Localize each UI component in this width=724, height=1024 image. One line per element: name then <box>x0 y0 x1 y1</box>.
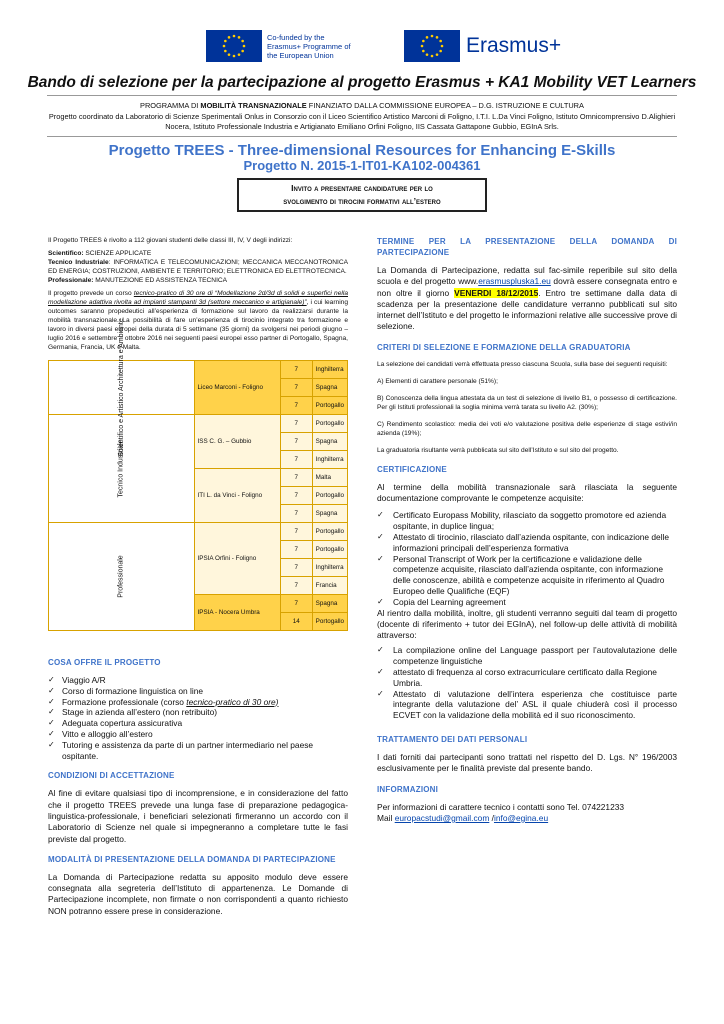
area-label: Tecnico Industriale <box>117 439 125 498</box>
star-mark <box>439 50 442 53</box>
privacy-text: I dati forniti dai partecipanti sono trattati nel rispetto del D. Lgs. N° 196/2003 esclusivamente per le finalità previste dal presente bando. <box>377 752 677 774</box>
country-cell: Portogallo <box>312 523 347 541</box>
certification-heading: CERTIFICAZIONE <box>377 464 447 474</box>
count-cell: 7 <box>280 397 312 415</box>
criteria-intro: La selezione dei candidati verrà effettuata presso ciascuna Scuola, sulla base dei seguenti requisiti: <box>377 360 668 368</box>
criteria-ranking: La graduatoria risultante verrà pubblicata sul sito dell’Istituto e sul sito del progetto. <box>377 446 619 454</box>
star-mark <box>223 45 226 48</box>
list-item: ✓ Corso di formazione linguistica on line <box>48 686 348 697</box>
submission-text: La Domanda di Partecipazione redatta su apposito modulo deve essere consegnata alla segreteria dell’Istituto di appartenenza. Le Domande di Partecipazione incomplete, non firmate o non corrispondenti a quanto richiesto NON potranno essere prese in considerazione. <box>48 871 348 916</box>
star-mark <box>243 45 246 48</box>
star-mark <box>238 53 241 56</box>
country-cell: Portogallo <box>312 415 347 433</box>
star-mark <box>431 35 434 38</box>
area-label: Professionale <box>117 555 125 598</box>
count-cell: 7 <box>280 595 312 613</box>
deadline-heading: TERMINE PER LA PRESENTAZIONE DELLA DOMANDA DI PARTECIPAZIONE <box>377 237 677 257</box>
target-block <box>48 236 348 352</box>
star-mark <box>224 40 227 43</box>
eu-flag-icon <box>404 30 460 62</box>
project-title: Progetto TREES - Three-dimensional Resources for Enhancing E-Skills <box>108 142 616 159</box>
invite-box <box>237 178 487 212</box>
table-row <box>49 415 348 433</box>
count-cell: 7 <box>280 379 312 397</box>
school-cell: ISS C. G. – Gubbio <box>194 415 280 469</box>
star-mark <box>233 55 236 58</box>
eu-cofunded-logo <box>206 30 357 62</box>
criteria-b: B) Conoscenza della lingua attestata da un test di selezione di livello B1, o possesso di certificazione. Per gli Istituti professionali la soglia minima verrà tarata su livello A2. (30%); <box>377 394 677 411</box>
intro-line-2: Progetto coordinato da Laboratorio di Scienze Sperimentali Onlus in Consorzio con il Liceo Scientifico Artistico Marconi di Foligno, I.T.I. L.Da Vinci Foligno, Istituto Omnicomprensivo D.Alighieri Nocera, Istituto Professionale Industria e Artigianato Emiliano Orfini Foligno, IIS Cassata Gattapone Gubbio, EGInA Srls. <box>48 111 676 131</box>
star-mark <box>238 36 241 39</box>
intro-block <box>47 101 677 133</box>
info-mail: Mail europacstudi@gmail.com /info@egina.eu <box>377 812 549 823</box>
country-cell: Portogallo <box>312 613 347 631</box>
deadline-text: La Domanda di Partecipazione, redatta sul fac-simile reperibile sul sito della scuola e del progetto www.erasmuspluska1.eu dovrà essere consegnata entro e non oltre il giorno VENERDI 18/12/2015. Entro tre settimane dalla data di scadenza per la presentazione delle candidature verranno pubblicati sul sito internet dell’Istituto e del progetto le informazioni relative alle successive prove di selezione. <box>377 265 678 332</box>
list-item: ✓ Attestato di tirocinio, rilasciato dall’azienda ospitante, con indicazione delle informazioni principali dell’esperienza formativa <box>377 532 677 554</box>
country-cell: Portogallo <box>312 487 347 505</box>
project-number: Progetto N. 2015-1-IT01-KA102-004361 <box>243 158 481 173</box>
country-cell: Francia <box>312 577 347 595</box>
count-cell: 7 <box>280 487 312 505</box>
criteria-a: A) Elementi di carattere personale (51%); <box>377 377 498 385</box>
count-cell: 7 <box>280 577 312 595</box>
invite-line-1: Invito a presentare candidature per lo <box>291 183 433 193</box>
followup-list <box>377 645 677 721</box>
project-site-link[interactable]: erasmuspluska1.eu <box>478 276 551 287</box>
star-mark <box>431 55 434 58</box>
count-cell: 7 <box>280 523 312 541</box>
eu-cofunded-text: Co-funded by the Erasmus+ Programme of the European Union <box>267 32 351 60</box>
list-item: ✓ Formazione professionale (corso tecnico-pratico di 30 ore) <box>48 697 348 708</box>
info-text <box>377 802 677 825</box>
star-mark <box>224 50 227 53</box>
star-mark <box>228 53 231 56</box>
logo-row <box>0 30 724 70</box>
school-cell: Liceo Marconi - Foligno <box>194 361 280 415</box>
school-cell: IPSIA Orfini - Foligno <box>194 523 280 595</box>
count-cell: 7 <box>280 451 312 469</box>
country-cell: Spagna <box>312 595 347 613</box>
area-cell <box>49 415 195 523</box>
school-cell: IPSIA - Nocera Umbra <box>194 595 280 631</box>
star-mark <box>241 50 244 53</box>
list-item: ✓ Adeguata copertura assicurativa <box>48 718 348 729</box>
followup-intro: Al rientro dalla mobilità, inoltre, gli studenti verranno seguiti dal team di progetto (docente di riferimento + tutor dei EGInA), nel follow-up delle attività di mobilità attraverso: <box>377 607 677 641</box>
certification-intro: Al termine della mobilità transnazionale sarà rilasciata la seguente documentazione comprovante le competenze acquisite: <box>377 481 677 504</box>
star-mark <box>441 45 444 48</box>
eu-flag-icon <box>206 30 262 62</box>
country-cell: Spagna <box>312 433 347 451</box>
country-cell: Inghilterra <box>312 559 347 577</box>
list-item: ✓ Personal Transcript of Work per la certificazione e validazione delle competenze acquisite, rilasciato dall’azienda ospitante, con informazione delle conoscenze, abilità e competenze acquisite in riferimento al Quadro Europeo delle Qualifiche (EQF) <box>377 554 677 597</box>
table-row <box>49 361 348 379</box>
star-mark <box>422 40 425 43</box>
left-column <box>48 236 348 917</box>
country-cell: Inghilterra <box>312 361 347 379</box>
star-mark <box>421 45 424 48</box>
star-mark <box>426 36 429 39</box>
list-item: ✓ Vitto e alloggio all’estero <box>48 729 348 740</box>
divider <box>47 95 677 96</box>
target-technical: Tecnico Industriale: INFORMATICA E TELECOMUNICAZIONI; MECCANICA MECCANOTRONICA ED ENERGIA; COSTRUZIONI, AMBIENTE E TERRITORIO; ELETTRONICA ED ELETTROTECNICA. <box>48 259 349 275</box>
list-item: ✓ attestato di frequenza al corso extracurriculare certificato dalla Regione Umbria. <box>377 667 677 689</box>
area-cell <box>49 523 195 631</box>
count-cell: 14 <box>280 613 312 631</box>
erasmus-text: Erasmus+ <box>466 34 562 57</box>
acceptance-heading: CONDIZIONI DI ACCETTAZIONE <box>48 771 175 781</box>
list-item: ✓ Copia del Learning agreement <box>377 597 677 608</box>
acceptance-text: Al fine di evitare qualsiasi tipo di incomprensione, e in considerazione del fatto che il progetto TREES prevede una lunga fase di preparazione pedagogica-linguistica-professionale, i beneficiari selezionati firmeranno un accordo con il Laboratorio di Scienze nel quale si impegneranno a completare tutte le fasi previste dal progetto. <box>48 788 348 844</box>
certification-list <box>377 510 677 607</box>
star-mark <box>439 40 442 43</box>
area-cell <box>49 318 195 457</box>
count-cell: 7 <box>280 505 312 523</box>
deadline-date: VENERDI 18/12/2015 <box>454 287 539 298</box>
target-professional: Professionale: MANUTEZIONE ED ASSISTENZA TECNICA <box>48 277 228 284</box>
target-scientific: Scientifico: SCIENZE APPLICATE <box>48 250 152 257</box>
school-cell: ITI L. da Vinci - Foligno <box>194 469 280 523</box>
count-cell: 7 <box>280 559 312 577</box>
country-cell: Spagna <box>312 379 347 397</box>
criteria-c: C) Rendimento scolastico: media dei voti e/o valutazione positiva delle esperienze di stage estivi/in azienda (19%); <box>377 420 677 437</box>
intro-line-1: PROGRAMMA DI MOBILITÀ TRANSNAZIONALE FINANZIATO DALLA COMMISSIONE EUROPEA – D.G. ISTRUZIONE E CULTURA <box>140 101 584 110</box>
table-row <box>49 523 348 541</box>
country-cell: Portogallo <box>312 541 347 559</box>
list-item: ✓ Viaggio A/R <box>48 675 348 686</box>
list-item: ✓ Tutoring e assistenza da parte di un partner intermediario nel paese ospitante. <box>48 740 348 762</box>
list-item: ✓ Attestato di valutazione dell’intera esperienza che costituisce parte integrante della valutazione del’ ASL il quale chiuderà così il processo ECVET con la validazione della mobilità ed il suo riconoscimento. <box>377 689 677 721</box>
country-cell: Malta <box>312 469 347 487</box>
privacy-heading: TRATTAMENTO DEI DATI PERSONALI <box>377 735 528 745</box>
criteria-heading: CRITERI DI SELEZIONE E FORMAZIONE DELLA GRADUATORIA <box>377 342 631 352</box>
star-mark <box>233 35 236 38</box>
mail-link-egina[interactable]: info@egina.eu <box>493 812 549 823</box>
count-cell: 7 <box>280 433 312 451</box>
course-description: Il progetto prevede un corso tecnico-pratico di 30 ore di “Modellazione 2d/3d di solidi e superfici nella modellazione adattiva rivolta ad impianti stampanti 3d (settore meccanico e artigianale)”, i cui learning outcomes saranno propedeutici all’esperienza di formazione sul lavoro da realizzarsi durante la mobilità transnazionale. La possibilità di fare un’esperienza di tirocinio integrato tra formazione e lavoro in diversi paesi europei della durata di 5 settimane (35 giorni) da svolgersi nei periodi giugno – luglio 2016 e settembre – ottobre 2016 nei seguenti paesi europei esso partner di Portogallo, Spagna, Germania, Francia, UK e Malta. <box>48 290 348 351</box>
star-mark <box>422 50 425 53</box>
criteria-block <box>377 360 677 455</box>
offer-list <box>48 675 348 761</box>
country-cell: Inghilterra <box>312 451 347 469</box>
star-mark <box>426 53 429 56</box>
country-cell: Portogallo <box>312 397 347 415</box>
country-cell: Spagna <box>312 505 347 523</box>
star-mark <box>436 36 439 39</box>
list-item: ✓ La compilazione online del Language passport per l’autovalutazione delle competenze linguistiche <box>377 645 677 667</box>
star-mark <box>228 36 231 39</box>
submission-heading: MODALITÀ DI PRESENTAZIONE DELLA DOMANDA DI PARTECIPAZIONE <box>48 854 336 864</box>
target-intro: Il Progetto TREES è rivolto a 112 giovani studenti delle classi III, IV, V degli indirizzi: <box>48 237 293 244</box>
count-cell: 7 <box>280 541 312 559</box>
info-heading: INFORMAZIONI <box>377 784 439 794</box>
star-mark <box>241 40 244 43</box>
info-phone: Per informazioni di carattere tecnico i contatti sono Tel. 074221233 <box>377 801 625 812</box>
count-cell: 7 <box>280 415 312 433</box>
invite-line-2: svolgimento di tirocini formativi all’estero <box>283 196 441 206</box>
right-column <box>377 236 677 824</box>
mail-link-studi[interactable]: europacstudi@gmail.com <box>394 812 490 823</box>
list-item: ✓ Certificato Europass Mobility, rilasciato da soggetto promotore ed azienda ospitante, in duplice lingua; <box>377 510 677 532</box>
offer-heading: COSA OFFRE IL PROGETTO <box>48 658 161 667</box>
count-cell: 7 <box>280 469 312 487</box>
star-mark <box>436 53 439 56</box>
list-item: ✓ Stage in azienda all’estero (non retribuito) <box>48 707 348 718</box>
count-cell: 7 <box>280 361 312 379</box>
divider <box>47 136 677 137</box>
area-label: Scientifico e Artistico Architettura e Ambiente <box>117 318 125 457</box>
erasmus-logo <box>404 30 561 62</box>
page-title: Bando di selezione per la partecipazione al progetto Erasmus + KA1 Mobility VET Learners <box>27 74 697 91</box>
